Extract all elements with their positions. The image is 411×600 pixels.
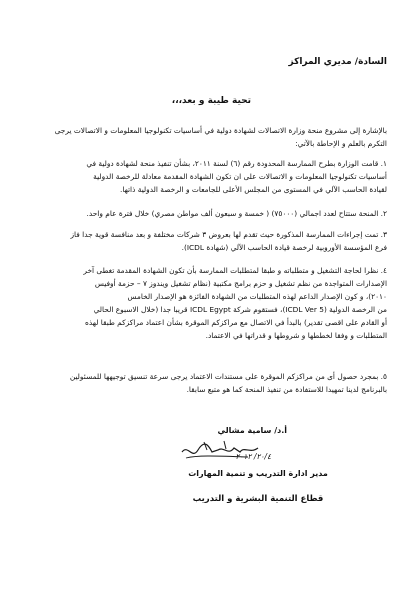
list-item-2 <box>21 207 387 220</box>
list-item-4 <box>21 264 387 342</box>
item-line: من الرخصة الدولية (ICDL Ver 5)، فستقوم شركة ICDL Egypt قريبا جدا (خلال الاسبوع الحالي <box>93 305 387 314</box>
item-line: أو القادم على اقصى تقدير) بالبدأ في الاتصال مع مراكزكم الموقرة بشأن اعتماد مراكزكم طبقا لهذه <box>84 318 387 327</box>
item-line: الإصدارات المتواجدة من نظم تشغيل و حزم برامج مكتبية (نظام تشغيل ويندوز ٧ – حزمة أوفيس <box>94 279 387 288</box>
item-line: ٢. المنحة ستتاح لعدد اجمالي (٧٥٠٠٠) ( خمسة و سبعون ألف مواطن مصري) خلال فترة عام واحد. <box>86 209 387 218</box>
intro-line: التكرم بالعلم و الإحاطة بالآتي: <box>295 139 387 148</box>
item-line: أساسيات تكنولوجيا المعلومات و الاتصالات على ان تكون الشهادة المقدمة معادلة للرخصة الدولية <box>93 172 387 181</box>
item-line: بالبرنامج لدينا تمهيدا للاستفادة من تنفيذ المنحة كما هو متبع سابقا. <box>186 385 387 394</box>
signatory-name: أ.د/ سامية مشالي <box>217 426 287 435</box>
item-line: ١. قامت الوزارة بطرح الممارسة المحدودة رقم (٦) لسنة ٢٠١١، بشأن تنفيذ منحة لشهادة دولية في <box>86 159 387 168</box>
greeting: تحية طيبة و بعد،،، <box>171 96 251 106</box>
item-line: ٤. نظرا لحاجة التشغيل و متطلباته و طبقا لمتطلبات الممارسة بأن تكون الشهادة المقدمة تغطى آخر <box>83 266 387 275</box>
handwritten-signature <box>178 438 268 468</box>
item-line: المتطلبات و وفقا لخططها و شروطها و قدراتها في الاعتماد. <box>205 331 387 340</box>
item-line: فرع المؤسسة الأوروبية لرخصة قيادة الحاسب الآلي (شهادة ICDL). <box>181 243 387 252</box>
intro-paragraph <box>21 124 387 150</box>
item-line: ٣. تمت إجراءات الممارسة المذكورة حيث تقدم لها بعروض ٣ شركات مختلفة و بعد منافسة قوية جدا فاز <box>70 230 387 239</box>
list-item-5 <box>21 370 387 396</box>
addressee: السادة/ مديري المراكز <box>288 57 387 67</box>
item-line: ٥. بمجرد حصول أى من مراكزكم الموقرة على مستندات الاعتماد يرجى سرعة تنسيق توجيهها للمسئولين <box>69 372 387 381</box>
intro-line: بالإشارة إلى مشروع منحة وزارة الاتصالات لشهادة دولية في أساسيات تكنولوجيا المعلومات و الاتصالات يرجى <box>54 126 387 135</box>
item-line: لقيادة الحاسب الآلي في المستوى من المجلس الأعلى للجامعات و الرخصة الدولية ذاتها. <box>119 185 387 194</box>
list-item-3 <box>21 228 387 254</box>
list-item-1 <box>21 157 387 196</box>
signatory-title: مدير ادارة التدريب و تنمية المهارات <box>188 469 328 478</box>
sector-name: قطاع التنمية البشرية و التدريب <box>192 494 324 504</box>
item-line: ٢٠١٠)، و كون الإصدار الداعم لهذه المتطلبات من الشهادة الفائزة هو الإصدار الخامس <box>127 292 387 301</box>
signature-date: ٢٠/٤/ ٢٠١٢ <box>235 452 271 461</box>
